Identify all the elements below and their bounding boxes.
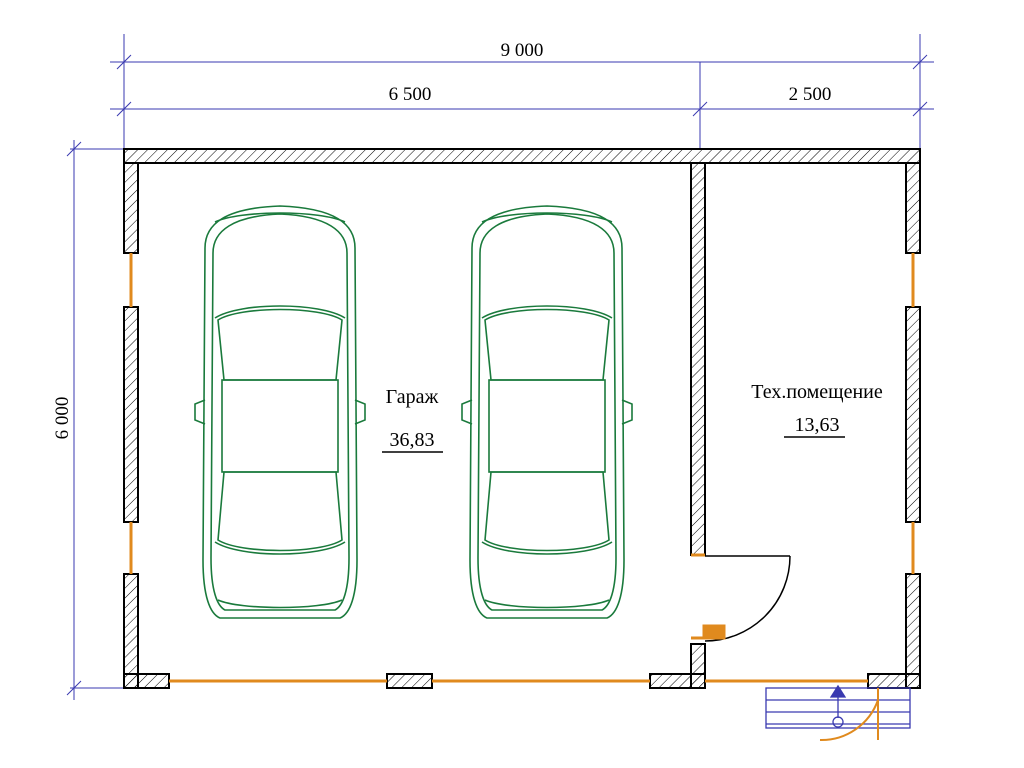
room-area-garage: 36,83 [389,429,435,451]
door-hinge-block [703,625,725,639]
car-windshield-right [485,310,609,381]
room-label-tech: Тех.помещение [751,381,883,403]
car-roof-right [489,380,605,472]
steps-marker-circle [833,717,843,727]
car-body-left [203,206,357,618]
entry-steps [766,686,910,728]
wall-right-upper [906,163,920,253]
car-outline-right [462,206,632,618]
dimension-label-segment-left: 6 500 [388,84,432,105]
wall-bottom-left [124,674,169,688]
car-roof-left [222,380,338,472]
wall-left-middle [124,307,138,522]
openings-group [131,253,913,681]
room-area-tech: 13,63 [794,414,840,436]
wall-partition-upper [691,163,705,555]
entry-threshold [820,688,878,740]
dimension-label-overall-width: 9 000 [500,40,544,61]
room-label-garage: Гараж [385,386,439,408]
threshold-arc [820,700,878,740]
car-trunk-line-left [215,542,345,554]
dimension-label-segment-right: 2 500 [788,84,832,105]
wall-left-upper [124,163,138,253]
car-windshield-left [218,310,342,381]
wall-left-lower [124,574,138,688]
interior-door-swing [703,556,790,641]
wall-partition-lower [691,644,705,688]
car-hood-line-left [215,306,345,318]
dimension-group-left [67,140,124,700]
wall-bottom-pier [387,674,432,688]
wall-top [124,149,920,163]
car-trunk-line-right [482,542,612,554]
dimension-label-overall-height: 6 000 [52,396,73,440]
car-body-right [470,206,624,618]
wall-right-lower [906,574,920,688]
car-rear-bumper-left [218,600,342,608]
car-hood-line-right [482,306,612,318]
car-rear-window-right [485,472,609,551]
car-rear-window-left [218,472,342,551]
wall-bottom-right [868,674,920,688]
wall-right-middle [906,307,920,522]
car-outline-left [195,206,365,618]
car-rear-bumper-right [485,600,609,608]
